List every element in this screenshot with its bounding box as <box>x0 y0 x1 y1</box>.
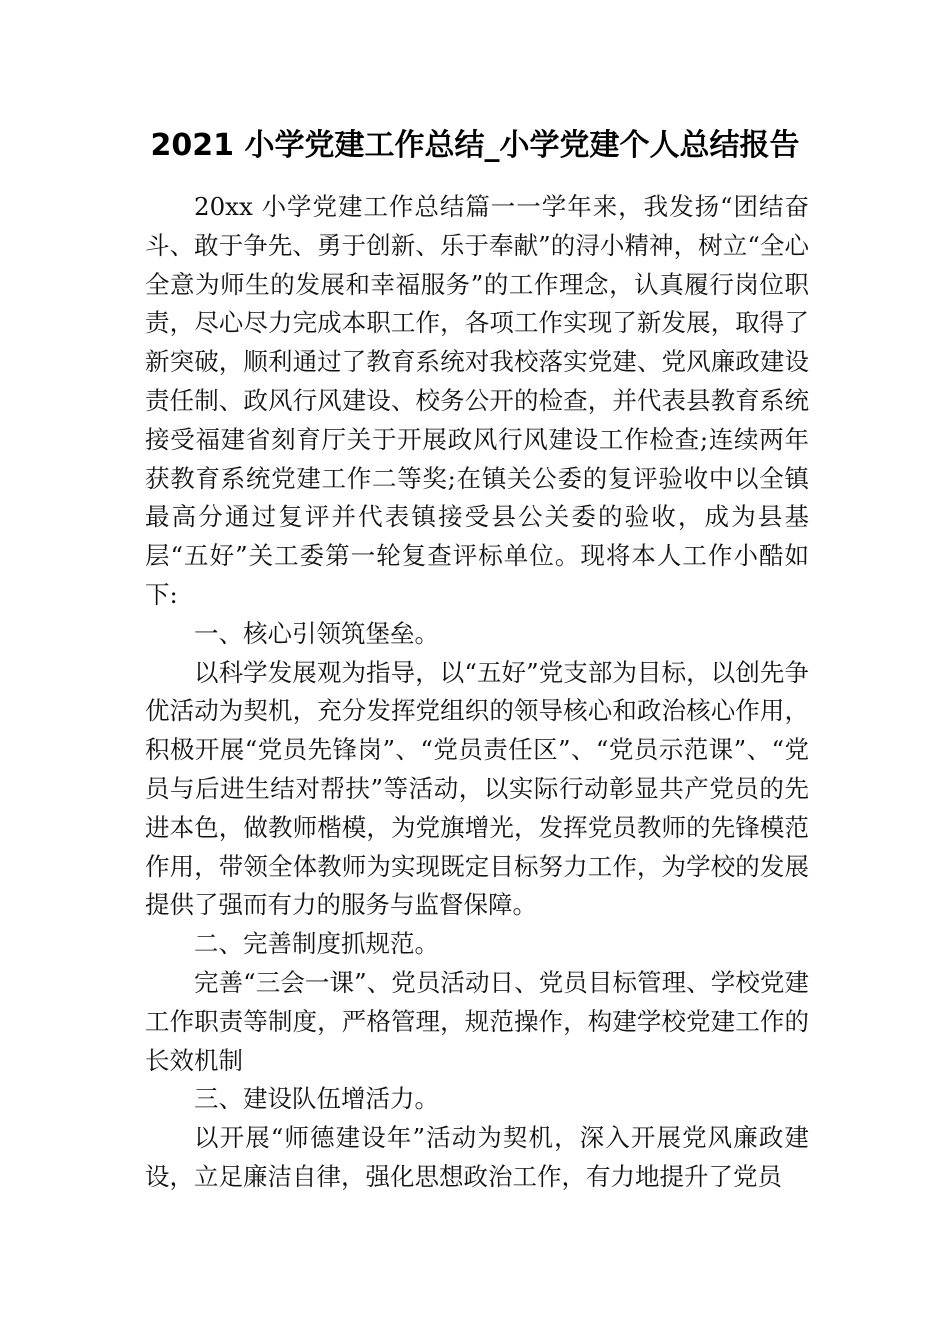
section-heading-1: 一、核心引领筑堡垒。 <box>194 618 439 648</box>
paragraph-section-1: 以科学发展观为指导，以“五好”党支部为目标，以创先争优活动为契机，充分发挥党组织的领导核心和政治核心作用，积极开展“党员先锋岗”、“党员责任区”、“党员示范课”、“党员与后进生结对帮扶”等活动，以实际行动彰显共产党员的先进本色，做教师楷模，为党旗增光，发挥党员教师的先锋模范作用，带领全体教师为实现既定目标努力工作，为学校的发展提供了强而有力的服务与监督保障。 <box>145 657 809 920</box>
section-heading-3: 三、建设队伍增活力。 <box>194 1084 439 1114</box>
document-body <box>145 188 809 1197</box>
paragraph-section-3: 以开展“师德建设年”活动为契机，深入开展党风廉政建设，立足廉洁自律，强化思想政治工作，有力地提升了党员 <box>145 1123 809 1191</box>
document-title: 2021 小学党建工作总结_小学党建个人总结报告 <box>150 128 800 163</box>
paragraph-intro: 20xx 小学党建工作总结篇一一学年来，我发扬“团结奋斗、敢于争先、勇于创新、乐于奉献”的浔小精神，树立“全心全意为师生的发展和幸福服务”的工作理念，认真履行岗位职责，尽心尽力完成本职工作，各项工作实现了新发展，取得了新突破，顺利通过了教育系统对我校落实党建、党风廉政建设责任制、政风行风建设、校务公开的检查，并代表县教育系统接受福建省刻育厅关于开展政风行风建设工作检查;连续两年获教育系统党建工作二等奖;在镇关公委的复评验收中以全镇最高分通过复评并代表镇接受县公关委的验收，成为县基层“五好”关工委第一轮复查评标单位。现将本人工作小酷如下: <box>145 192 809 609</box>
section-heading-2: 二、完善制度抓规范。 <box>194 929 439 959</box>
paragraph-section-2: 完善“三会一课”、党员活动日、党员目标管理、学校党建工作职责等制度，严格管理，规范操作，构建学校党建工作的长效机制 <box>145 967 809 1075</box>
